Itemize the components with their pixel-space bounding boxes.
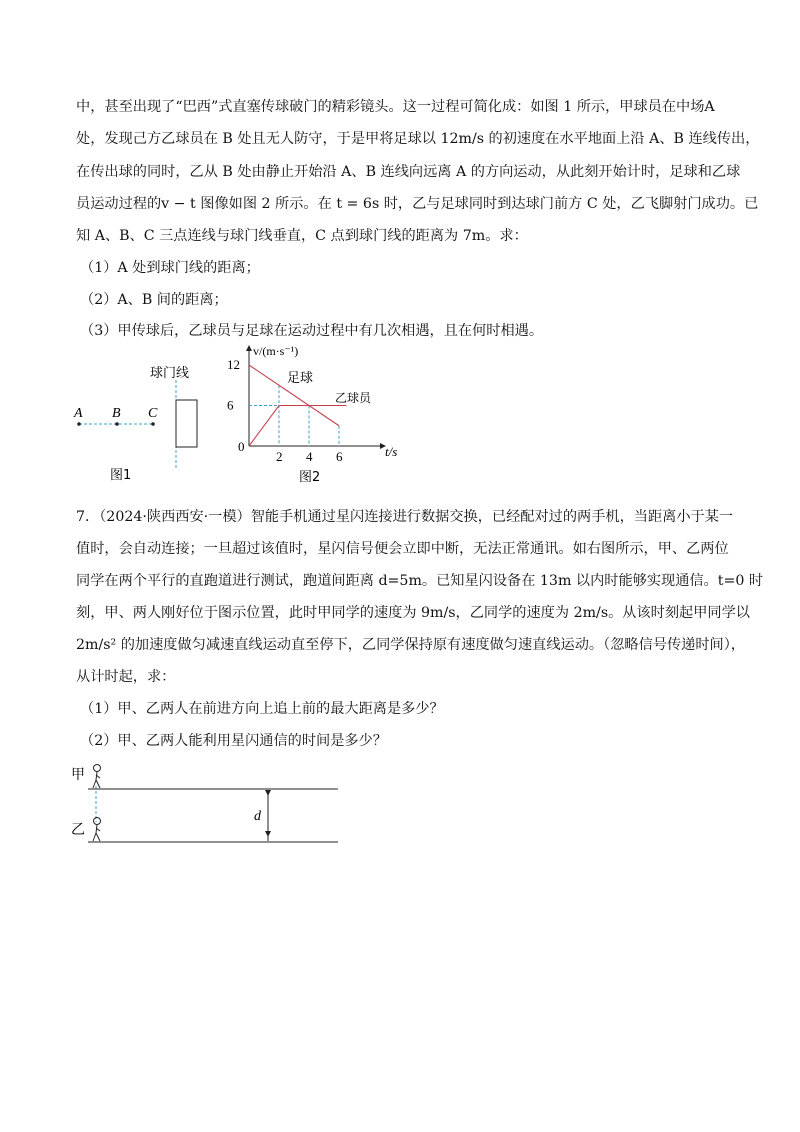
yi-person-icon [93,818,101,842]
x-tick-4: 4 [306,449,313,464]
figure-1-caption: 图1 [110,468,132,483]
point-b-label: B [112,406,121,421]
player-series-label: 乙球员 [335,391,372,405]
point-c-label: C [148,406,158,421]
q7-line-6: 从计时起，求： [76,669,176,685]
x-tick-6: 6 [336,449,343,464]
q7-line-2: 值时，会自动连接；一旦超过该值时，星闪信号便会立即中断，无法正常通讯。如右图所示，甲、乙两位 [76,541,729,557]
y-axis-label: v/(m·s⁻¹) [253,344,299,358]
q6-line-2: 处，发现己方乙球员在 B 处且无人防守，于是甲将足球以 12m/s 的初速度在水平地面上沿 A、B 连线传出， [76,131,760,147]
origin-label: 0 [238,439,245,454]
x-axis-label: t/s [385,444,398,459]
point-c-dot [151,422,155,426]
distance-d-label: d [254,809,261,824]
q7-line-3: 同学在两个平行的直跑道进行测试，跑道间距离 d=5m。已知星闪设备在 13m 以内时能够实现通信。t=0 时 [76,573,764,589]
figure-2 [225,338,415,485]
jia-label: 甲 [71,767,85,783]
q6-line-3: 在传出球的同时，乙从 B 处由静止开始沿 A、B 连线向远离 A 的方向运动，从此刻开始计时，足球和乙球 [76,164,741,180]
goal-line-label: 球门线 [150,366,190,381]
figure-3 [66,760,346,850]
q6-line-1: 中，甚至出现了“巴西”式直塞传球破门的精彩镜头。这一过程可简化成：如图 1 所示，甲球员在中场A [76,99,715,115]
x-tick-2: 2 [276,449,283,464]
q6-line-5: 知 A、B、C 三点连线与球门线垂直，C 点到球门线的距离为 7m。求： [76,228,528,244]
yi-label: 乙 [71,822,85,838]
q7-line-5: 2m/s² 的加速度做匀减速直线运动直至停下，乙同学保持原有速度做匀速直线运动。（忽略信号传递时间）， [76,637,745,653]
q7-subquestion-1: （1）甲、乙两人在前进方向上追上前的最大距离是多少？ [80,701,444,717]
q6-subquestion-1: （1）A 处到球门线的距离； [80,260,260,276]
q6-subquestion-3: （3）甲传球后，乙球员与足球在运动过程中有几次相遇，且在何时相遇。 [80,323,544,339]
jia-person-icon [93,765,101,789]
point-a-dot [77,422,81,426]
y-tick-6: 6 [227,397,234,413]
q7-line-4: 刻，甲、两人刚好位于图示位置，此时甲同学的速度为 9m/s，乙同学的速度为 2m/s。从该时刻起甲同学以 [76,605,750,621]
figure-1 [70,350,220,485]
q6-subquestion-2: （2）A、B 间的距离； [80,292,228,308]
figure-2-caption: 图2 [299,470,321,485]
y-tick-12: 12 [227,357,240,372]
goal-box [176,400,197,447]
q7-subquestion-2: （2）甲、乙两人能利用星闪通信的时间是多少？ [80,733,387,749]
ball-series-label: 足球 [287,371,314,386]
q6-line-4: 员运动过程的v − t 图像如图 2 所示。在 t = 6s 时，乙与足球同时到达球门前方 C 处，乙飞脚射门成功。已 [76,196,759,212]
point-b-dot [115,422,119,426]
player-velocity-line [249,406,347,447]
q7-line-1: 7．（2024·陕西西安·一模）智能手机通过星闪连接进行数据交换，已经配对过的两手机，当距离小于某一 [76,509,734,525]
point-a-label: A [74,406,83,421]
